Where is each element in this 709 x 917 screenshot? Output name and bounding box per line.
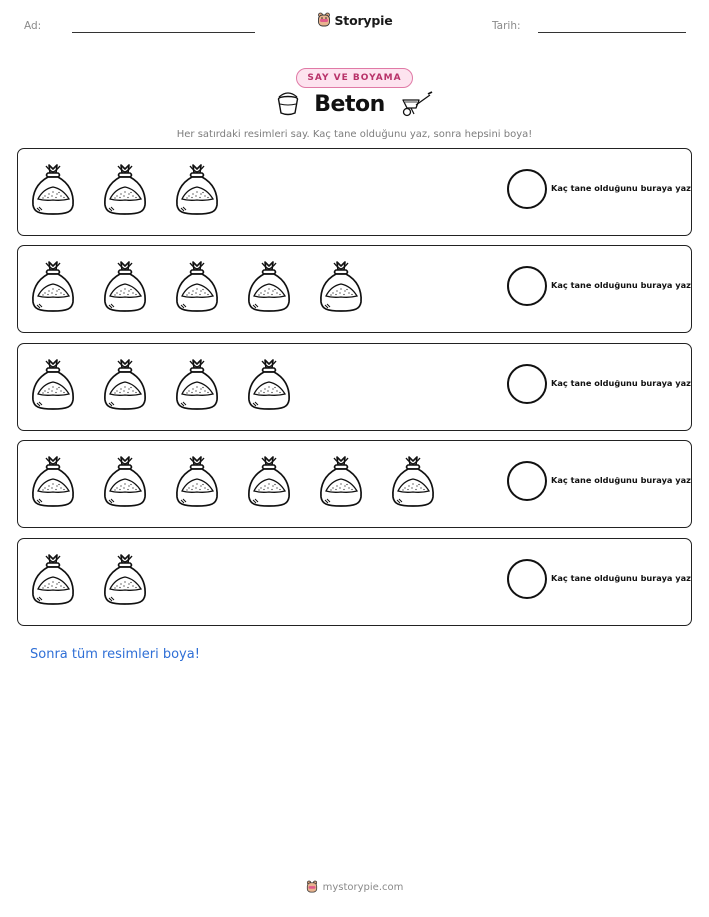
- activity-badge: SAY VE BOYAMA: [296, 68, 412, 88]
- cement-bag-icon[interactable]: [29, 356, 77, 412]
- cement-bag-icon[interactable]: [173, 258, 221, 314]
- date-line[interactable]: [538, 32, 686, 33]
- counting-row: [17, 538, 692, 626]
- cement-bag-icon[interactable]: [245, 258, 293, 314]
- bag-group: [29, 551, 149, 607]
- name-line[interactable]: [72, 32, 255, 33]
- cement-bag-icon[interactable]: [173, 356, 221, 412]
- footer: [0, 880, 709, 894]
- answer-label: Kaç tane olduğunu buraya yaz: [551, 378, 691, 388]
- brand-name: Storypie: [334, 12, 393, 28]
- bag-group: [29, 453, 437, 509]
- answer-circle[interactable]: [507, 169, 547, 209]
- answer-label: Kaç tane olduğunu buraya yaz: [551, 183, 691, 193]
- cement-bag-icon[interactable]: [173, 453, 221, 509]
- date-label: Tarih:: [492, 20, 521, 32]
- storypie-logo-icon: [317, 12, 331, 28]
- answer-circle[interactable]: [507, 364, 547, 404]
- cement-bag-icon[interactable]: [29, 258, 77, 314]
- bag-group: [29, 258, 365, 314]
- bag-group: [29, 356, 293, 412]
- brand: [0, 12, 709, 32]
- answer-circle[interactable]: [507, 266, 547, 306]
- cement-bag-icon[interactable]: [317, 453, 365, 509]
- answer-label: Kaç tane olduğunu buraya yaz: [551, 573, 691, 583]
- counting-row: [17, 440, 692, 528]
- counting-row: [17, 343, 692, 431]
- footer-site: mystorypie.com: [322, 881, 404, 893]
- cement-bag-icon[interactable]: [245, 453, 293, 509]
- bag-group: [29, 161, 221, 217]
- cement-bag-icon[interactable]: [29, 453, 77, 509]
- storypie-footer-logo-icon: [306, 880, 318, 894]
- counting-row: [17, 148, 692, 236]
- cement-bag-icon[interactable]: [29, 551, 77, 607]
- cement-bag-icon[interactable]: [29, 161, 77, 217]
- cement-bag-icon[interactable]: [173, 161, 221, 217]
- outro-text: Sonra tüm resimleri boya!: [30, 647, 200, 662]
- cement-bag-icon[interactable]: [389, 453, 437, 509]
- answer-label: Kaç tane olduğunu buraya yaz: [551, 475, 691, 485]
- cement-bag-icon[interactable]: [245, 356, 293, 412]
- instruction-text: Her satırdaki resimleri say. Kaç tane olduğunu yaz, sonra hepsini boya!: [176, 129, 533, 140]
- cement-bag-icon[interactable]: [101, 356, 149, 412]
- bucket-icon: [276, 91, 300, 117]
- wheelbarrow-icon: [399, 91, 433, 117]
- counting-row: [17, 245, 692, 333]
- cement-bag-icon[interactable]: [101, 258, 149, 314]
- answer-circle[interactable]: [507, 461, 547, 501]
- cement-bag-icon[interactable]: [101, 453, 149, 509]
- answer-label: Kaç tane olduğunu buraya yaz: [551, 280, 691, 290]
- cement-bag-icon[interactable]: [101, 161, 149, 217]
- answer-circle[interactable]: [507, 559, 547, 599]
- worksheet-title: Beton: [314, 91, 385, 117]
- name-label: Ad:: [24, 20, 42, 32]
- cement-bag-icon[interactable]: [317, 258, 365, 314]
- cement-bag-icon[interactable]: [101, 551, 149, 607]
